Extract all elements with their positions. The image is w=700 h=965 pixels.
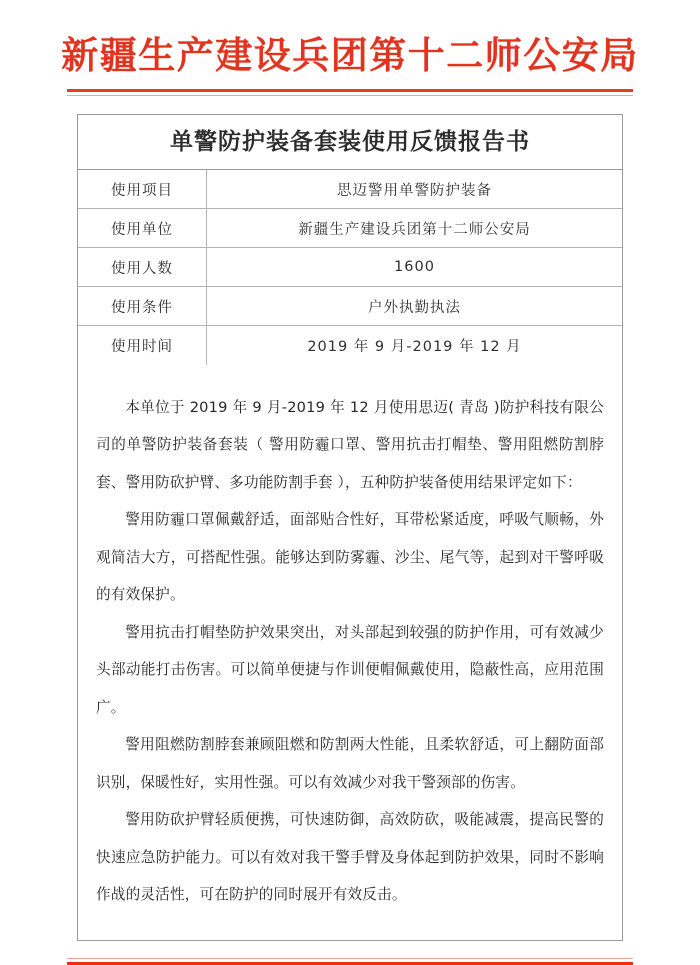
paragraph-neck-cover-evaluation: 警用阻燃防割脖套兼顾阻燃和防割两大性能，且柔软舒适，可上翻防面部识别，保暖性好，实用性强。可以有效减少对我干警颈部的伤害。 (96, 736, 604, 791)
row-label-usage-unit: 使用单位 (78, 209, 207, 248)
letterhead-rule-group (67, 89, 633, 96)
footer-rule-thin (67, 958, 633, 959)
report-body (78, 365, 622, 940)
usage-info-table-body (78, 170, 622, 365)
table-row (78, 248, 622, 287)
row-value-usage-unit: 新疆生产建设兵团第十二师公安局 (207, 209, 623, 248)
letterhead (0, 0, 700, 96)
row-label-usage-condition: 使用条件 (78, 287, 207, 326)
footer-rule-thick (67, 962, 633, 965)
paragraph-overview: 本单位于 2019 年 9 月-2019 年 12 月使用思迈( 青岛 )防护科技有限公司的单警防护装备套装（ 警用防霾口罩、警用抗击打帽垫、警用阻燃防割脖套、警用防砍护臂、多功能防割手套 ），五种防护装备使用结果评定如下： (96, 398, 604, 491)
row-value-usage-headcount: 1600 (207, 248, 623, 287)
table-row (78, 170, 622, 209)
row-label-usage-project: 使用项目 (78, 170, 207, 209)
row-value-usage-period: 2019 年 9 月-2019 年 12 月 (207, 326, 623, 365)
paragraph-cap-pad-evaluation: 警用抗击打帽垫防护效果突出，对头部起到较强的防护作用，可有效减少头部动能打击伤害。可以简单便捷与作训便帽佩戴使用，隐蔽性高，应用范围广。 (96, 623, 604, 716)
row-value-usage-condition: 户外执勤执法 (207, 287, 623, 326)
footer-rule-group (67, 958, 633, 965)
report-title: 单警防护装备套装使用反馈报告书 (170, 128, 530, 155)
table-row (78, 287, 622, 326)
letterhead-rule-thick (67, 89, 633, 92)
row-label-usage-period: 使用时间 (78, 326, 207, 365)
table-row (78, 209, 622, 248)
document-frame (77, 114, 623, 941)
row-value-usage-project: 思迈警用单警防护装备 (207, 170, 623, 209)
paragraph-mask-evaluation: 警用防霾口罩佩戴舒适，面部贴合性好，耳带松紧适度，呼吸气顺畅，外观简洁大方，可搭配性强。能够达到防雾霾、沙尘、尾气等，起到对干警呼吸的有效保护。 (96, 511, 604, 604)
letterhead-organization-title: 新疆生产建设兵团第十二师公安局 (61, 33, 639, 77)
paragraph-arm-guard-evaluation: 警用防砍护臂轻质便携，可快速防御，高效防砍，吸能减震，提高民警的快速应急防护能力。可以有效对我干警手臂及身体起到防护效果，同时不影响作战的灵活性，可在防护的同时展开有效反击。 (96, 811, 604, 904)
letterhead-rule-thin (67, 95, 633, 96)
table-row (78, 326, 622, 365)
usage-info-table (78, 169, 622, 365)
row-label-usage-headcount: 使用人数 (78, 248, 207, 287)
